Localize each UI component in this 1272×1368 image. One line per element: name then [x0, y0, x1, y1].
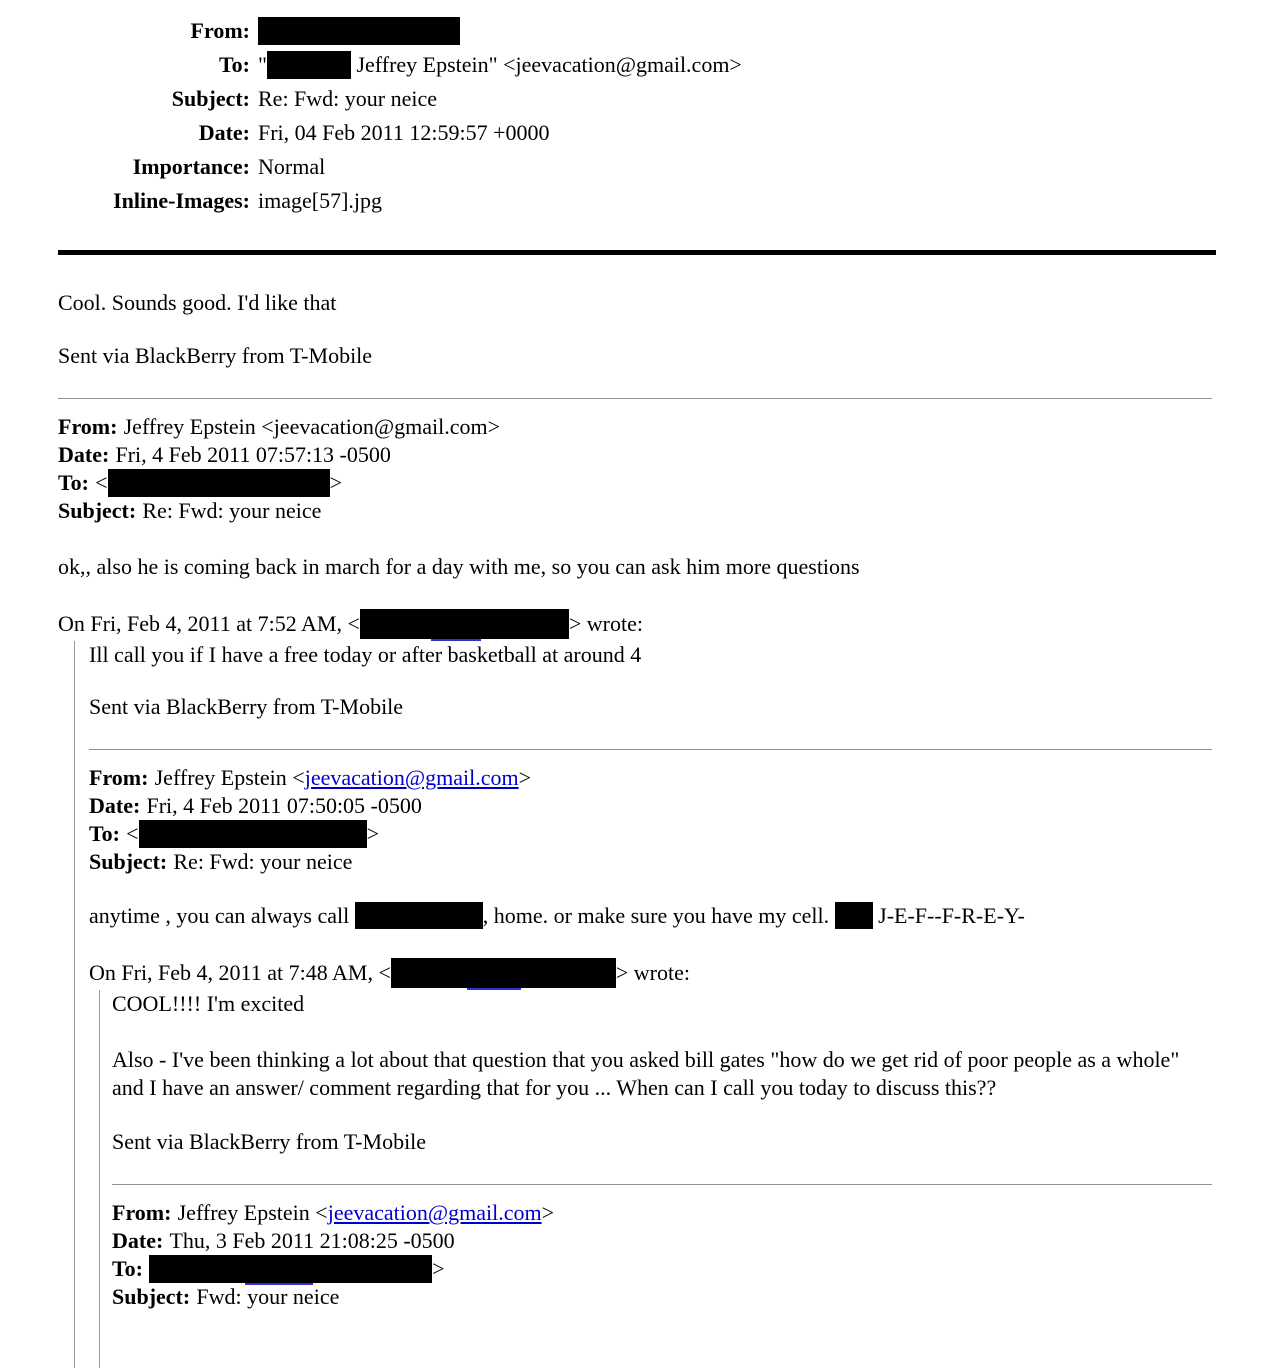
header-label-date: Date:	[198, 120, 250, 145]
to-label: To:	[89, 821, 120, 846]
quoted-header-0757	[58, 413, 1212, 525]
header-label-inline-images: Inline-Images:	[113, 188, 250, 213]
header-value-date: Fri, 04 Feb 2011 12:59:57 +0000	[258, 120, 550, 145]
from-name: Jeffrey Epstein <	[177, 1200, 328, 1225]
meta-from-line	[89, 764, 1212, 792]
quote-intro-suffix: > wrote:	[568, 611, 644, 636]
quoted-text-0748-para2: Also - I've been thinking a lot about that question that you asked bill gates "how do we get rid of poor people as a whole" and I have an answer/ comment regarding that for you ... When can I call you today to discuss this??	[112, 1047, 1180, 1100]
quoted-text-0752: Ill call you if I have a free today or after basketball at around 4	[89, 642, 642, 667]
redaction-bar	[267, 51, 351, 79]
meta-to-line	[58, 469, 1212, 497]
blackberry-signature: Sent via BlackBerry from T-Mobile	[89, 694, 404, 719]
subject-label: Subject:	[112, 1284, 191, 1309]
from-name: Jeffrey Epstein <	[154, 765, 305, 790]
quote-intro-0748	[89, 958, 1212, 988]
message-body	[58, 289, 1212, 1368]
meta-subject-line	[58, 497, 1212, 525]
to-quote-prefix: "	[258, 52, 267, 77]
date-value: Thu, 3 Feb 2011 21:08:25 -0500	[169, 1228, 455, 1253]
header-value-subject: Re: Fwd: your neice	[258, 86, 438, 111]
message-separator	[58, 398, 1212, 399]
message-text-0757: ok,, also he is coming back in march for a day with me, so you can ask him more questions	[58, 554, 860, 579]
email-link[interactable]: jeevacation@gmail.com	[304, 765, 519, 790]
header-label-subject: Subject:	[171, 86, 250, 111]
message-separator	[112, 1184, 1212, 1185]
message-separator	[89, 749, 1212, 750]
to-label: To:	[112, 1256, 143, 1281]
from-value: Jeffrey Epstein <jeevacation@gmail.com>	[123, 414, 500, 439]
from-label: From:	[58, 414, 118, 439]
quote-intro-prefix: On Fri, Feb 4, 2011 at 7:48 AM, <	[89, 960, 391, 985]
angle-close: >	[366, 821, 379, 846]
angle-close: >	[518, 765, 532, 790]
header-value-from	[258, 14, 1272, 48]
quote-intro-prefix: On Fri, Feb 4, 2011 at 7:52 AM, <	[58, 611, 360, 636]
redaction-bar	[835, 902, 873, 929]
meta-to-line	[89, 820, 1212, 848]
date-label: Date:	[89, 793, 141, 818]
angle-open: <	[95, 470, 108, 495]
quote-intro-0752	[58, 609, 1212, 639]
header-separator-thick	[58, 250, 1216, 255]
body-segment: J-E-F--F-R-E-Y-	[872, 903, 1025, 928]
header-value-inline-images: image[57].jpg	[258, 188, 383, 213]
meta-date-line	[58, 441, 1212, 469]
angle-close: >	[541, 1200, 555, 1225]
redaction-bar	[258, 17, 460, 45]
subject-value: Fwd: your neice	[196, 1284, 340, 1309]
header-label-to: To:	[219, 52, 250, 77]
meta-from-line	[58, 413, 1212, 441]
date-value: Fri, 4 Feb 2011 07:50:05 -0500	[146, 793, 422, 818]
email-link[interactable]: jeevacation@gmail.com	[327, 1200, 542, 1225]
meta-to-line	[112, 1255, 1212, 1283]
to-recipient-text: Jeffrey Epstein" <jeevacation@gmail.com>	[350, 52, 742, 77]
redaction-bar	[108, 469, 330, 497]
to-label: To:	[58, 470, 89, 495]
date-label: Date:	[58, 442, 110, 467]
from-label: From:	[89, 765, 149, 790]
email-header	[0, 0, 1272, 218]
redaction-bar	[139, 820, 367, 848]
subject-value: Re: Fwd: your neice	[173, 849, 353, 874]
quoted-header-2108	[112, 1199, 1212, 1311]
angle-close: >	[432, 1256, 445, 1281]
angle-close: >	[329, 470, 342, 495]
body-segment: anytime , you can always call	[89, 903, 355, 928]
message-text-0750	[89, 902, 1212, 930]
quote-block-level2	[99, 990, 1212, 1368]
blackberry-signature: Sent via BlackBerry from T-Mobile	[112, 1129, 427, 1154]
meta-subject-line	[112, 1283, 1212, 1311]
angle-open: <	[126, 821, 139, 846]
date-label: Date:	[112, 1228, 164, 1253]
redaction-bar	[149, 1255, 432, 1283]
quoted-text-0748-line1: COOL!!!! I'm excited	[112, 991, 305, 1016]
meta-date-line	[89, 792, 1212, 820]
redaction-bar	[355, 902, 483, 929]
subject-label: Subject:	[89, 849, 168, 874]
header-label-importance: Importance:	[132, 154, 250, 179]
body-segment: , home. or make sure you have my cell.	[482, 903, 835, 928]
meta-subject-line	[89, 848, 1212, 876]
subject-value: Re: Fwd: your neice	[142, 498, 322, 523]
header-value-importance: Normal	[258, 154, 326, 179]
redaction-bar	[391, 958, 616, 988]
redaction-bar	[360, 609, 569, 639]
meta-from-line	[112, 1199, 1212, 1227]
subject-label: Subject:	[58, 498, 137, 523]
meta-date-line	[112, 1227, 1212, 1255]
from-label: From:	[112, 1200, 172, 1225]
quoted-header-0750	[89, 764, 1212, 876]
quote-intro-suffix: > wrote:	[615, 960, 691, 985]
header-label-from: From:	[190, 18, 250, 43]
blackberry-signature: Sent via BlackBerry from T-Mobile	[58, 343, 373, 368]
header-value-to	[258, 48, 1272, 82]
reply-text: Cool. Sounds good. I'd like that	[58, 290, 337, 315]
quote-block-level1	[74, 641, 1212, 1368]
date-value: Fri, 4 Feb 2011 07:57:13 -0500	[115, 442, 391, 467]
